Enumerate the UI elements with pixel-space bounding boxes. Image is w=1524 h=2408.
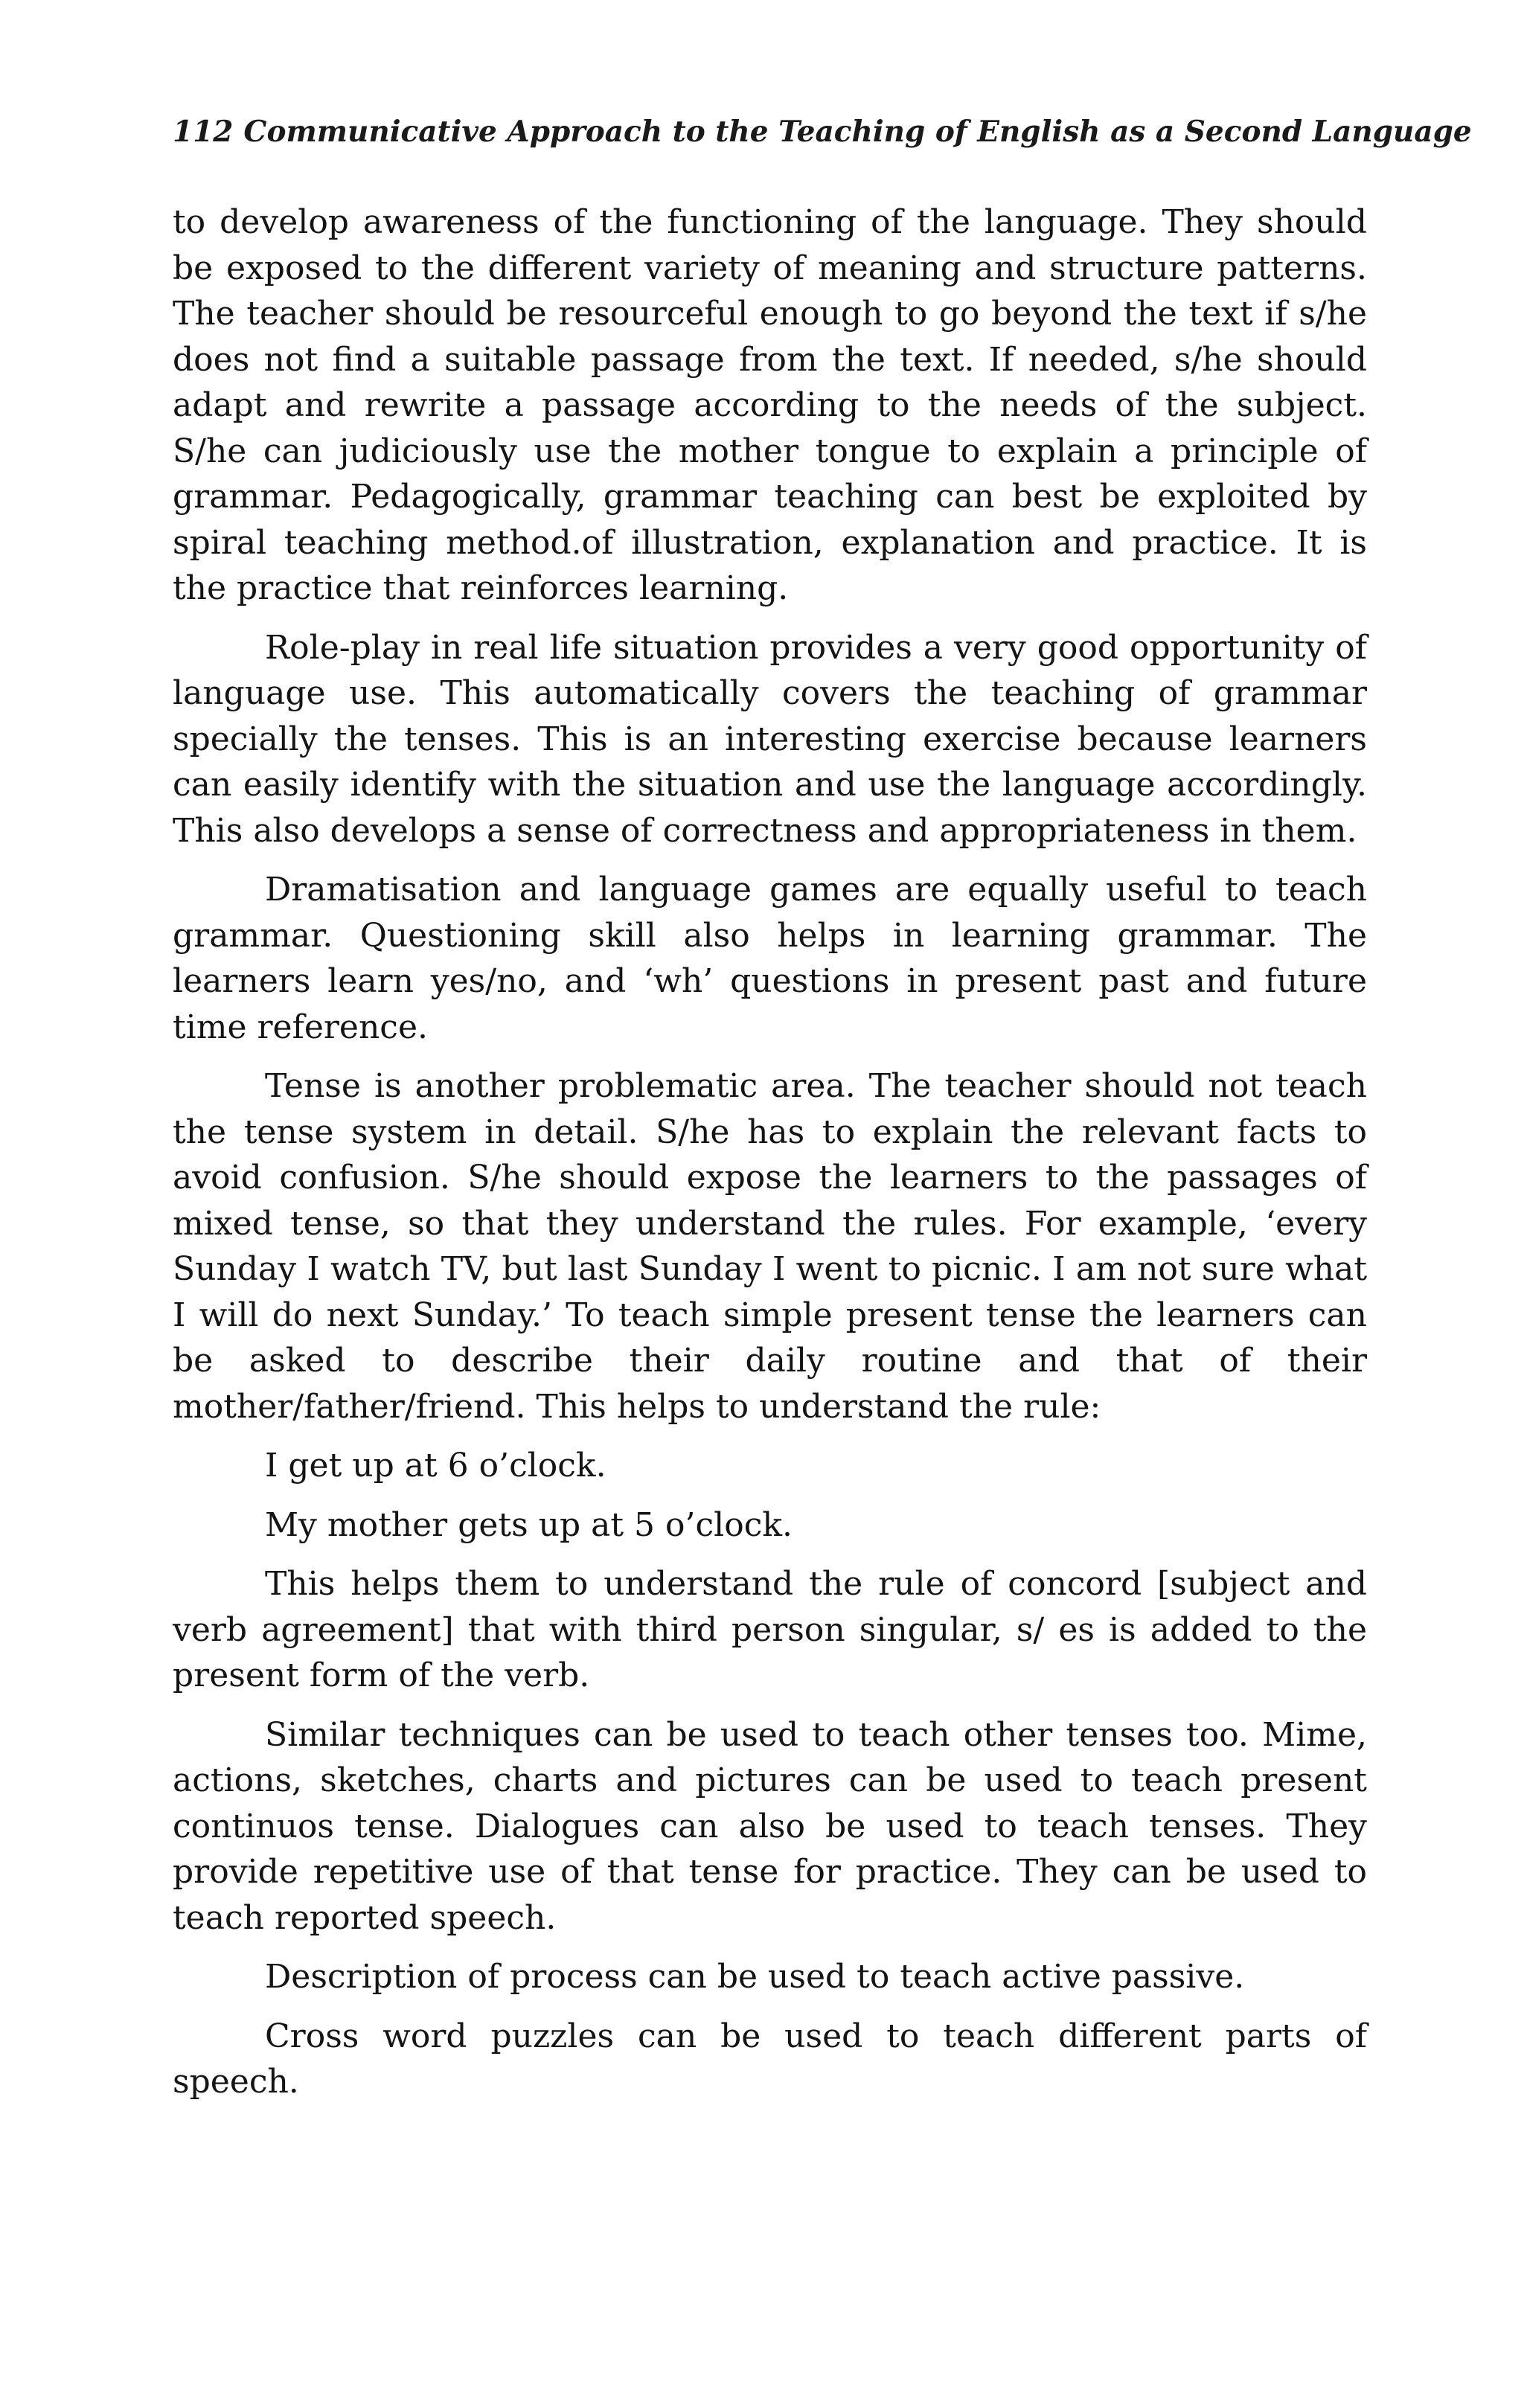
- running-head: [173, 112, 1472, 152]
- paragraph-continuation: to develop awareness of the functioning of the language. They should be exposed to the different variety of meaning and structure patterns. The teacher should be resourceful enough to go beyond the text if s/he does not find a suitable passage from the text. If needed, s/he should adapt and rewrite a passage according to the needs of the subject. S/he can judiciously use the mother tongue to explain a principle of grammar. Pedagogically, grammar teaching can best be exploited by spiral teaching method.of illustration, explanation and practice. It is the practice that reinforces learning.: [173, 203, 1367, 607]
- paragraph-cross-word-puzzles: Cross word puzzles can be used to teach different parts of speech.: [173, 2017, 1367, 2101]
- paragraph-similar-techniques: Similar techniques can be used to teach other tenses too. Mime, actions, sketches, charts and pictures can be used to teach present continuos tense. Dialogues can also be used to teach tenses. They provide repetitive use of that tense for practice. They can be used to teach reported speech.: [173, 1715, 1367, 1937]
- paragraph-tense: Tense is another problematic area. The teacher should not teach the tense system in detail. S/he has to explain the relevant facts to avoid confusion. S/he should expose the learners to the passages of mixed tense, so that they understand the rules. For example, ‘every Sunday I watch TV, but last Sunday I went to picnic. I am not sure what I will do next Sunday.’ To teach simple present tense the learners can be asked to describe their daily routine and that of their mother/father/friend. This helps to understand the rule:: [173, 1067, 1367, 1426]
- example-sentence-1: I get up at 6 o’clock.: [265, 1447, 606, 1485]
- body-text: [173, 199, 1367, 2119]
- paragraph-role-play: Role-play in real life situation provides a very good opportunity of language use. This automatically covers the teaching of grammar specially the tenses. This is an interesting exercise because learners can easily identify with the situation and use the language accordingly. This also develops a sense of correctness and appropriateness in them.: [173, 628, 1367, 850]
- page-number: 112: [173, 115, 234, 149]
- paragraph-concord: This helps them to understand the rule of concord [subject and verb agreement] that with third person singular, s/ es is added to the present form of the verb.: [173, 1565, 1367, 1694]
- book-title: Communicative Approach to the Teaching of English as a Second Language: [243, 115, 1472, 149]
- paragraph-description-of-process: Description of process can be used to teach active passive.: [265, 1958, 1245, 1996]
- paragraph-dramatisation: Dramatisation and language games are equally useful to teach grammar. Questioning skill also helps in learning grammar. The learners learn yes/no, and ‘wh’ questions in present past and future time reference.: [173, 871, 1367, 1046]
- example-sentence-2: My mother gets up at 5 o’clock.: [265, 1505, 793, 1544]
